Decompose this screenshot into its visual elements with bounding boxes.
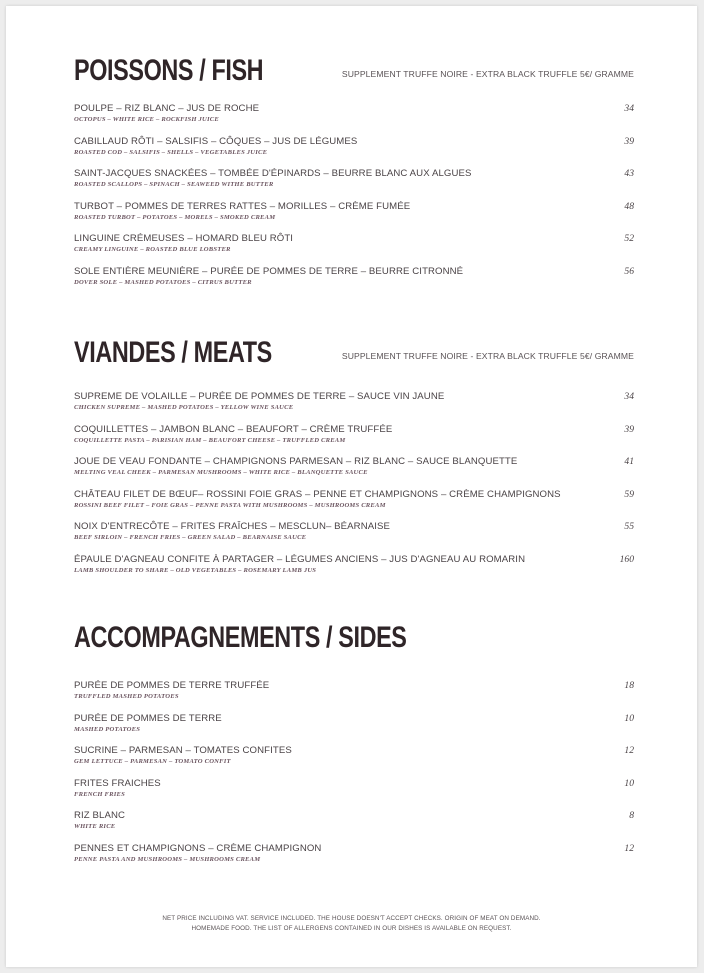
- dish-price: 34: [624, 391, 634, 402]
- dish-name-en: MASHED POTATOES: [74, 725, 141, 733]
- dish-name-fr: PENNES ET CHAMPIGNONS – CRÈME CHAMPIGNON: [74, 842, 322, 854]
- dish-price: 55: [624, 521, 634, 532]
- dish-name-fr: RIZ BLANC: [74, 810, 126, 821]
- menu-item: [74, 843, 634, 876]
- dish-name-en: COQUILLETTE PASTA – PARISIAN HAM – BEAUFORT CHEESE – TRUFFLED CREAM: [74, 436, 346, 444]
- menu-item: [74, 554, 634, 587]
- footer-notice: [6, 914, 697, 934]
- menu-items: [74, 103, 634, 298]
- dish-price: 8: [629, 810, 634, 821]
- section-fish: [74, 54, 634, 298]
- dish-price: 10: [624, 777, 634, 789]
- menu-item: [74, 778, 634, 811]
- dish-name-fr: SAINT-JACQUES SNACKÉES – TOMBÉE D'ÉPINARDS – BEURRE BLANC AUX ALGUES: [74, 168, 472, 179]
- dish-price: 41: [624, 456, 634, 467]
- menu-item: [74, 424, 634, 457]
- menu-item: [74, 391, 634, 424]
- dish-price: 43: [624, 168, 634, 179]
- dish-name-en: WHITE RICE: [74, 823, 116, 830]
- dish-name-en: LAMB SHOULDER TO SHARE – OLD VEGETABLES – ROSEMARY LAMB JUS: [74, 566, 317, 574]
- section-header: [74, 621, 634, 661]
- truffle-supplement-note: SUPPLEMENT TRUFFE NOIRE - EXTRA BLACK TRUFFLE 5€/ GRAMME: [341, 351, 634, 361]
- dish-price: 39: [624, 135, 634, 147]
- dish-name-fr: ÉPAULE D'AGNEAU CONFITE À PARTAGER – LÉGUMES ANCIENS – JUS D'AGNEAU AU ROMARIN: [74, 553, 526, 565]
- dish-name-en: PENNE PASTA AND MUSHROOMS – MUSHROOMS CREAM: [74, 855, 261, 863]
- dish-name-fr: CHÂTEAU FILET DE BŒUF– ROSSINI FOIE GRAS – PENNE ET CHAMPIGNONS – CRÈME CHAMPIGNONS: [74, 488, 561, 500]
- footer-line: NET PRICE INCLUDING VAT. SERVICE INCLUDED. THE HOUSE DOESN'T ACCEPT CHECKS. ORIGIN OF MEAT ON DEMAND.: [162, 915, 541, 922]
- dish-name-fr: POULPE – RIZ BLANC – JUS DE ROCHE: [74, 103, 260, 114]
- dish-price: 160: [619, 553, 634, 565]
- dish-name-fr: PURÉE DE POMMES DE TERRE TRUFFÉE: [74, 680, 270, 691]
- menu-item: [74, 266, 634, 299]
- menu-item: [74, 456, 634, 489]
- dish-name-fr: LINGUINE CRÉMEUSES – HOMARD BLEU RÔTI: [74, 233, 294, 244]
- dish-name-fr: SUPREME DE VOLAILLE – PURÉE DE POMMES DE TERRE – SAUCE VIN JAUNE: [74, 391, 445, 402]
- dish-price: 56: [624, 265, 634, 277]
- menu-items: [74, 391, 634, 586]
- dish-price: 10: [624, 712, 634, 724]
- dish-price: 48: [624, 200, 634, 212]
- dish-price: 12: [624, 745, 634, 756]
- menu-item: [74, 201, 634, 234]
- dish-name-fr: SOLE ENTIÈRE MEUNIÈRE – PURÉE DE POMMES DE TERRE – BEURRE CITRONNÉ: [74, 265, 464, 277]
- menu-item: [74, 713, 634, 746]
- section-meats: [74, 336, 634, 586]
- dish-name-en: CREAMY LINGUINE – ROASTED BLUE LOBSTER: [74, 246, 231, 253]
- dish-price: 12: [624, 842, 634, 854]
- dish-name-en: ROSSINI BEEF FILET – FOIE GRAS – PENNE PASTA WITH MUSHROOMS – MUSHROOMS CREAM: [74, 501, 386, 509]
- truffle-supplement-note: SUPPLEMENT TRUFFE NOIRE - EXTRA BLACK TRUFFLE 5€/ GRAMME: [341, 69, 634, 79]
- dish-name-en: GEM LETTUCE – PARMESAN – TOMATO CONFIT: [74, 758, 231, 765]
- dish-name-en: ROASTED COD – SALSIFIS – SHELLS – VEGETABLES JUICE: [74, 148, 268, 156]
- menu-item: [74, 745, 634, 778]
- footer-line: HOMEMADE FOOD. THE LIST OF ALLERGENS CONTAINED IN OUR DISHES IS AVAILABLE ON REQUEST.: [191, 925, 512, 932]
- menu-item: [74, 103, 634, 136]
- dish-name-fr: JOUE DE VEAU FONDANTE – CHAMPIGNONS PARMESAN – RIZ BLANC – SAUCE BLANQUETTE: [74, 456, 518, 467]
- dish-name-en: BEEF SIRLOIN – FRENCH FRIES – GREEN SALAD – BEARNAISE SAUCE: [74, 534, 307, 541]
- section-title: POISSONS / FISH: [74, 54, 264, 87]
- dish-name-fr: SUCRINE – PARMESAN – TOMATES CONFITES: [74, 745, 292, 756]
- dish-name-en: MELTING VEAL CHEEK – PARMESAN MUSHROOMS – WHITE RICE – BLANQUETTE SAUCE: [74, 469, 368, 476]
- dish-name-fr: NOIX D'ENTRECÔTE – FRITES FRAÎCHES – MESCLUN– BÉARNAISE: [74, 521, 390, 532]
- menu-item: [74, 136, 634, 169]
- menu-item: [74, 521, 634, 554]
- dish-name-en: TRUFFLED MASHED POTATOES: [74, 693, 179, 700]
- section-sides: [74, 621, 634, 875]
- menu-items: [74, 680, 634, 875]
- dish-name-en: OCTOPUS – WHITE RICE – ROCKFISH JUICE: [74, 116, 219, 123]
- dish-name-fr: TURBOT – POMMES DE TERRES RATTES – MORILLES – CRÈME FUMÉE: [74, 200, 411, 212]
- menu-item: [74, 233, 634, 266]
- dish-name-en: FRENCH FRIES: [74, 790, 125, 798]
- dish-name-fr: PURÉE DE POMMES DE TERRE: [74, 712, 222, 724]
- menu-item: [74, 489, 634, 522]
- menu-item: [74, 810, 634, 843]
- dish-price: 59: [624, 488, 634, 500]
- section-title: VIANDES / MEATS: [74, 336, 272, 369]
- section-title: ACCOMPAGNEMENTS / SIDES: [74, 621, 407, 654]
- dish-price: 39: [624, 423, 634, 435]
- menu-item: [74, 168, 634, 201]
- dish-name-en: ROASTED SCALLOPS – SPINACH – SEAWEED WITHE BUTTER: [74, 181, 274, 188]
- dish-name-fr: CABILLAUD RÔTI – SALSIFIS – CÔQUES – JUS DE LÉGUMES: [74, 135, 358, 147]
- dish-name-fr: FRITES FRAICHES: [74, 777, 161, 789]
- dish-name-en: CHICKEN SUPREME – MASHED POTATOES – YELLOW WINE SAUCE: [74, 404, 294, 411]
- section-header: [74, 54, 634, 94]
- dish-price: 52: [624, 233, 634, 244]
- menu-item: [74, 680, 634, 713]
- menu-page: [6, 6, 697, 967]
- dish-name-en: ROASTED TURBOT – POTATOES – MORELS – SMOKED CREAM: [74, 213, 276, 221]
- dish-name-en: DOVER SOLE – MASHED POTATOES – CITRUS BUTTER: [74, 278, 252, 286]
- dish-price: 18: [624, 680, 634, 691]
- dish-price: 34: [624, 103, 634, 114]
- dish-name-fr: COQUILLETTES – JAMBON BLANC – BEAUFORT – CRÈME TRUFFÉE: [74, 423, 393, 435]
- section-header: [74, 336, 634, 376]
